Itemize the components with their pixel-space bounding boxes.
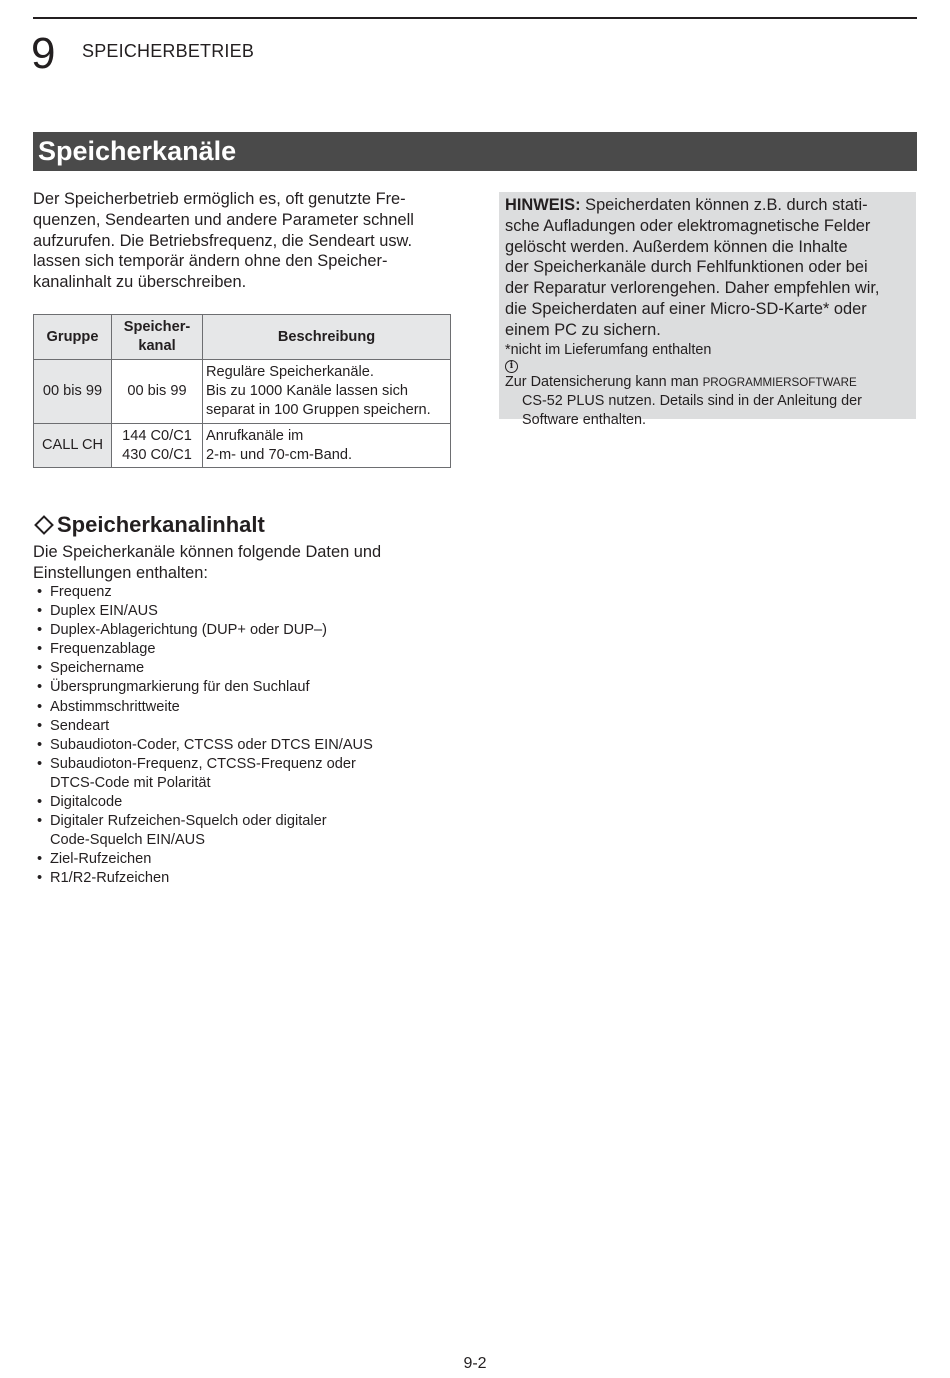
note-info-line: Software enthalten. (522, 411, 646, 428)
list-item (33, 640, 373, 659)
chapter-title: SPEICHERBETRIEB (82, 41, 255, 61)
list-item-line: • Digitaler Rufzeichen-Squelch oder digitaler (50, 813, 327, 830)
list-item-line: • Subaudioton-Frequenz, CTCSS-Frequenz oder (50, 755, 356, 772)
cell-description-line: Bis zu 1000 Kanäle lassen sich (206, 383, 409, 399)
list-item-line: • Sendeart (50, 717, 110, 734)
intro-line: kanalinhalt zu überschreiben. (33, 273, 247, 292)
list-item (33, 659, 373, 678)
list-item-line: • R1/R2-Rufzeichen (50, 870, 170, 887)
list-item (33, 736, 373, 755)
cell-group: CALL CH (34, 424, 112, 468)
section-title: Speicherkanäle (38, 136, 237, 166)
header-channel-line: Speicher- (123, 319, 191, 335)
intro-line: Der Speicherbetrieb ermöglich es, oft genutzte Fre- (33, 190, 406, 208)
list-item-line: • Frequenzablage (50, 641, 156, 658)
note-info-prefix: Zur Datensicherung kann man (505, 373, 703, 390)
note-line-text: Speicherdaten können z.B. durch stati- (580, 196, 868, 214)
note-line: einem PC zu sichern. (505, 320, 661, 339)
section-title-bar (33, 132, 917, 171)
list-item (33, 602, 373, 621)
list-item-line: • Übersprungmarkierung für den Suchlauf (50, 679, 310, 696)
list-item (33, 583, 373, 602)
intro-line: quenzen, Sendearten und andere Parameter schnell (33, 210, 414, 229)
cell-channel-line: 00 bis 99 (127, 383, 187, 399)
subsection-intro (33, 542, 381, 584)
note-small (505, 341, 910, 430)
cell-description-line: Anrufkanäle im (206, 427, 304, 444)
cell-group: 00 bis 99 (34, 360, 112, 424)
note-info-line: CS-52 PLUS nutzen. Details sind in der Anleitung der (522, 392, 862, 409)
cell-description (203, 424, 451, 468)
list-item (33, 869, 373, 888)
table-row (34, 360, 451, 424)
info-circle-icon: i (505, 360, 518, 373)
table-header-row (34, 315, 451, 360)
cell-description (203, 360, 451, 424)
note-info-line (505, 360, 910, 392)
intro-line: aufzurufen. Die Betriebsfrequenz, die Sendeart usw. (33, 231, 413, 250)
list-item (33, 755, 373, 793)
list-item-line: • Digitalcode (50, 794, 123, 811)
note-box (499, 192, 916, 428)
list-item (33, 698, 373, 717)
page-number: 9-2 (463, 1355, 487, 1372)
chapter-number: 9 (31, 29, 55, 78)
list-item (33, 812, 373, 850)
list-item (33, 850, 373, 869)
note-line: der Speicherkanäle durch Fehlfunktionen oder bei (505, 258, 868, 277)
list-item-line: • Duplex-Ablagerichtung (DUP+ oder DUP–) (50, 622, 328, 639)
header-description: Beschreibung (203, 315, 451, 360)
cell-channel (112, 360, 203, 424)
note-footnote: *nicht im Lieferumfang enthalten (505, 341, 712, 358)
note-line (505, 195, 910, 216)
note-text (505, 195, 910, 341)
intro-line: lassen sich temporär ändern ohne den Speicher- (33, 252, 388, 271)
memory-channel-table (33, 314, 451, 468)
subsection-intro-line: Die Speicherkanäle können folgende Daten und (33, 543, 382, 561)
list-item (33, 621, 373, 640)
note-line: die Speicherdaten auf einer Micro-SD-Karte* oder (505, 299, 867, 318)
list-item-line: • Abstimmschrittweite (50, 698, 180, 715)
list-item-line: Code-Squelch EIN/AUS (50, 832, 205, 849)
note-label: HINWEIS: (505, 196, 581, 214)
list-item-line: • Frequenz (50, 584, 112, 600)
diamond-icon (34, 515, 54, 535)
intro-paragraph (33, 189, 453, 293)
list-item (33, 678, 373, 697)
cell-description-line: separat in 100 Gruppen speichern. (206, 402, 431, 418)
list-item-line: • Subaudioton-Coder, CTCSS oder DTCS EIN/AUS (50, 736, 373, 753)
header-channel-line: kanal (138, 338, 176, 354)
cell-channel-line: 144 C0/C1 (122, 427, 192, 444)
cell-channel (112, 424, 203, 468)
list-item-line: • Ziel-Rufzeichen (50, 851, 152, 868)
list-item-line: • Duplex EIN/AUS (50, 603, 158, 620)
list-item (33, 793, 373, 812)
note-line: sche Aufladungen oder elektromagnetische Felder (505, 216, 871, 235)
note-line: gelöscht werden. Außerdem können die Inhalte (505, 237, 848, 256)
subsection-heading (33, 511, 265, 539)
list-item (33, 717, 373, 736)
cell-description-line: 2-m- und 70-cm-Band. (206, 446, 352, 463)
header-rule (33, 17, 917, 19)
cell-description-line: Reguläre Speicherkanäle. (206, 364, 374, 380)
note-line: der Reparatur verlorengehen. Daher empfehlen wir, (505, 279, 880, 298)
header-channel (112, 315, 203, 360)
header-group: Gruppe (34, 315, 112, 360)
subsection-intro-line: Einstellungen enthalten: (33, 563, 208, 582)
list-item-line: • Speichername (50, 660, 145, 677)
table-row (34, 424, 451, 468)
cell-channel-line: 430 C0/C1 (122, 446, 192, 463)
subsection-title: Speicherkanalinhalt (57, 512, 265, 537)
list-item-line: DTCS-Code mit Polarität (50, 774, 211, 791)
note-info-software: PROGRAMMIERSOFTWARE (702, 375, 857, 389)
content-list (33, 583, 373, 889)
